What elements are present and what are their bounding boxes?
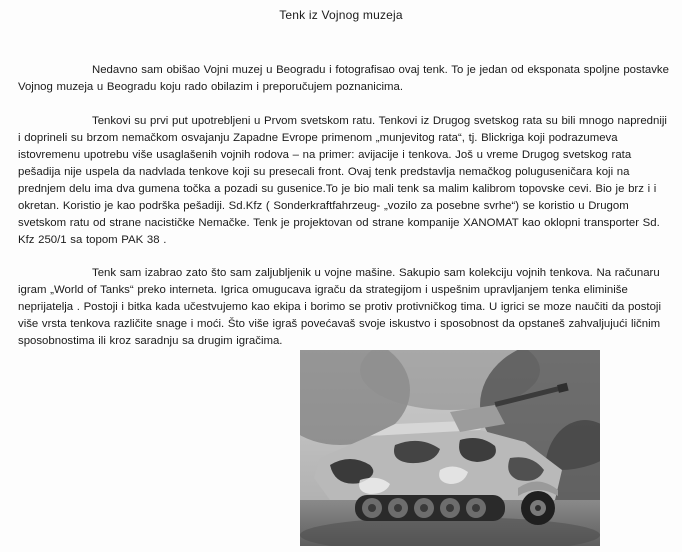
paragraph-intro: [18, 62, 670, 96]
paragraph-history: [18, 113, 670, 249]
paragraph-history-text: Tenkovi su prvi put upotrebljeni u Prvom svetskom ratu. Tenkovi iz Drugog svetskog rata su bili mnogo napredniji i doprineli su brzom nemačkom osvajanju Zapadne Evrope primenom „munjevitog rata“, tj. Blickriga koji podrazumeva istovremenu upotrebu više usaglašenih vojnih rodova – na primer: avijacije i tenkova. Još u vreme Drugog svetskog rata pešadija nije uspela da nadvlada tenkove koji su presecali front. Ovaj tenk predstavlja nemačkog polugusеničara koji na prednjem delu ima dva gumena točka a pozadi su gusenice.To je bio mali tenk sa malim kalibrom topovske cevi. Bio je brz i i okretan. Koristio je kao podrška pešadiji. Sd.Kfz ( Sonderkraftfahrzeug- „vozilo za posebne svrhe“) se koristio u Drugom svetskom ratu od strane nacističke Nemačke. Tenk je projektovan od strane kompanije XANOMAT kao oklopni transporter Sd. Kfz 250/1 sa topom PAK 38 .: [18, 115, 667, 246]
tank-photo: [300, 350, 600, 546]
paragraph-hobby: [18, 265, 670, 350]
document-title: Tenk iz Vojnog muzeja: [279, 8, 403, 22]
paragraph-hobby-text: Tenk sam izabrao zato što sam zaljubljenik u vojne mašine. Sakupio sam kolekciju vojnih tenkova. Na računaru igram „World of Tanks“ preko interneta. Igrica omugucava igraču da strategijom i uspešnim upravljanjem tenka eliminiše neprijatelja . Postoji i bitka kada učestvujemo kao ekipa i borimo se protiv protivničkog tima. U igrici se moze naučiti da postoji više vrsta tenkova različite snage i moći. Što više igraš povećavaš svoje iskustvo i sposobnost da opstaneš zahvaljujući ličnim sposobnostima ili kroz saradnju sa drugim igračima.: [18, 267, 661, 347]
paragraph-intro-text: Nedavno sam obišao Vojni muzej u Beogradu i fotografisao ovaj tenk. To je jedan od eksponata spoljne postavke Vojnog muzeja u Beogradu koju rado obilazim i preporučujem poznanicima.: [18, 64, 669, 93]
